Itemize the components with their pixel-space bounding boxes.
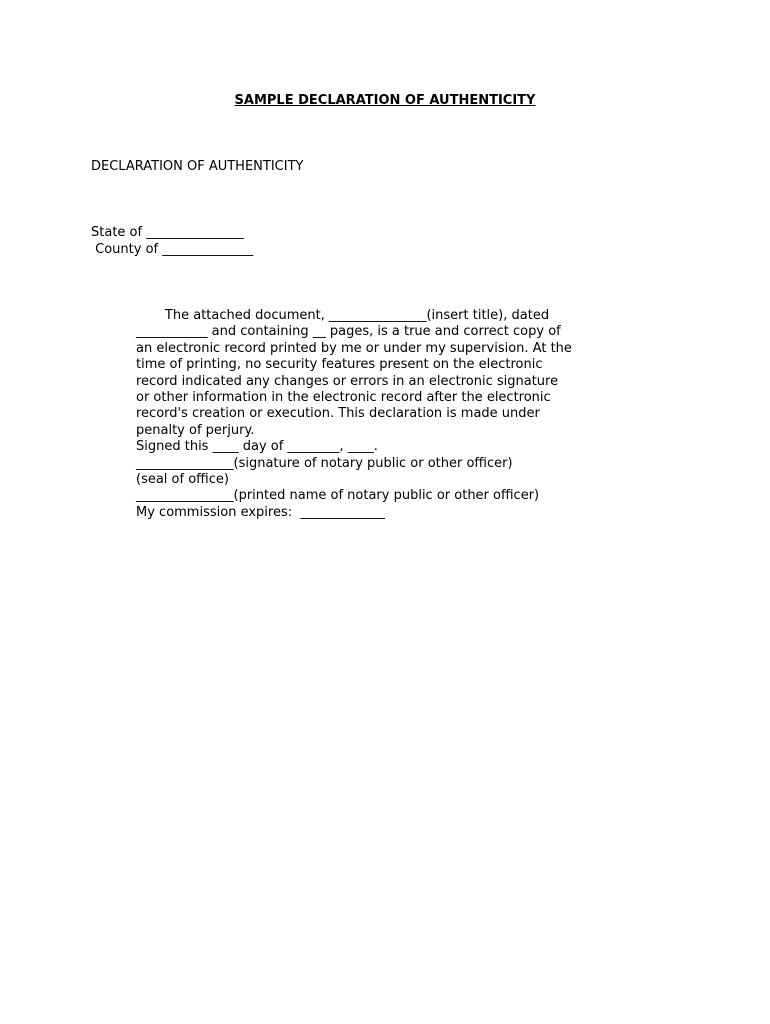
body-line: penalty of perjury. <box>136 422 255 438</box>
body-line: time of printing, no security features present on the electronic <box>136 357 543 373</box>
commission-expires-line: My commission expires: _____________ <box>136 504 385 520</box>
body-line: record indicated any changes or errors in an electronic signature <box>136 373 559 389</box>
body-line: record's creation or execution. This declaration is made under <box>136 406 540 422</box>
declaration-heading: DECLARATION OF AUTHENTICITY <box>91 159 304 174</box>
signed-line: Signed this ____ day of ________, ____. <box>136 439 378 455</box>
body-line: an electronic record printed by me or under my supervision. At the <box>136 340 572 356</box>
printed-name-line: _______________(printed name of notary public or other officer) <box>136 488 540 504</box>
state-line: State of _______________ <box>91 225 244 240</box>
body-line: or other information in the electronic record after the electronic <box>136 390 551 406</box>
document-title: SAMPLE DECLARATION OF AUTHENTICITY <box>234 93 536 108</box>
body-line: ___________ and containing __ pages, is a true and correct copy of <box>136 324 561 340</box>
signature-line: _______________(signature of notary public or other officer) <box>136 455 513 471</box>
county-line: County of ______________ <box>91 242 254 257</box>
declaration-body <box>136 308 616 521</box>
body-line: The attached document, _______________(insert title), dated <box>136 308 550 323</box>
seal-line: (seal of office) <box>136 472 229 488</box>
